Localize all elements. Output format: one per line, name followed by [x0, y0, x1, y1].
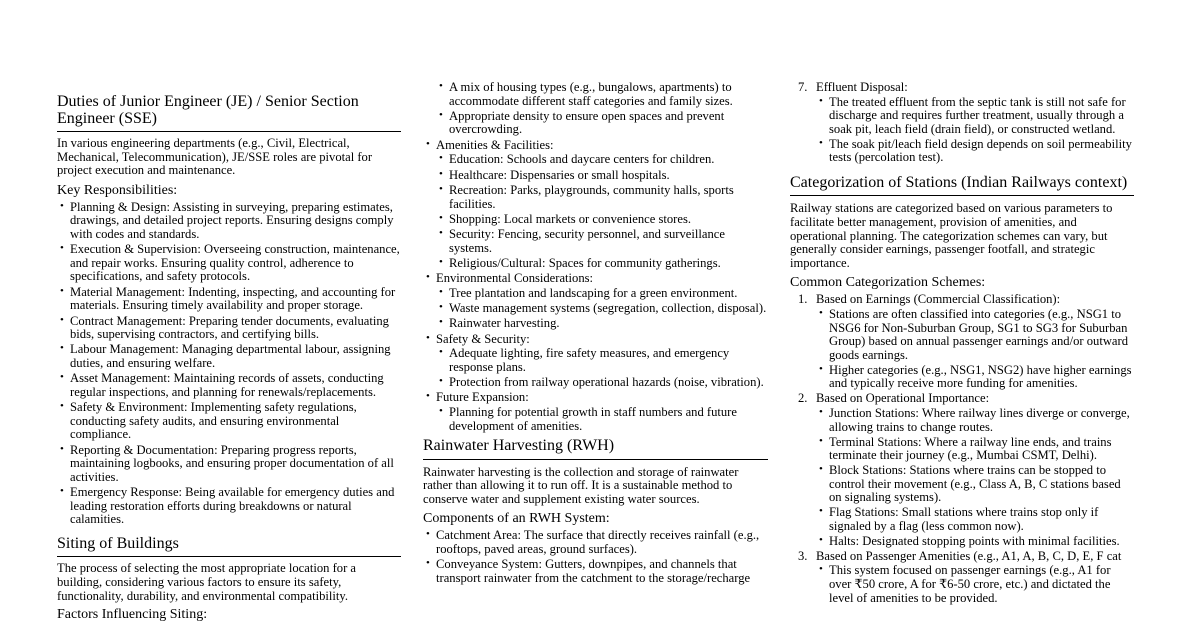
group-sub-item: • Shopping: Local markets or convenience stores.	[436, 213, 768, 227]
scheme-item	[790, 550, 1134, 605]
group-sub-item: • Protection from railway operational hazards (noise, vibration).	[436, 376, 768, 390]
effluent-list	[790, 81, 1134, 165]
schemes-heading: Common Categorization Schemes:	[790, 275, 986, 291]
column-3	[790, 0, 1134, 626]
scheme-item	[790, 392, 1134, 548]
group-label: Future Expansion:	[436, 390, 529, 405]
responsibility-item: • Emergency Response: Being available for emergency duties and leading restoration efforts during breakdowns or natural calamities.	[57, 486, 401, 527]
housing-continued	[423, 81, 768, 137]
siting-heading: Siting of Buildings	[57, 536, 401, 558]
group-label: Safety & Security:	[436, 331, 530, 346]
responsibilities-list	[57, 201, 401, 527]
group-sub-item: • Religious/Cultural: Spaces for community gatherings.	[436, 257, 768, 271]
group-sub-item: • Healthcare: Dispensaries or small hospitals.	[436, 169, 768, 183]
group-sub-item: • Education: Schools and daycare centers for children.	[436, 153, 768, 167]
housing-groups-list	[423, 139, 768, 433]
siting-factors-heading: Factors Influencing Siting:	[57, 607, 208, 623]
housing-continued-list	[436, 81, 768, 137]
group-item	[423, 139, 768, 271]
group-sub-item: • Tree plantation and landscaping for a green environment.	[436, 287, 768, 301]
scheme-sub-item: • Terminal Stations: Where a railway line ends, and trains terminate their journey (e.g., Mumbai CSMT, Delhi).	[816, 436, 1134, 463]
scheme-sub-item: • Block Stations: Stations where trains can be stopped to control their movement (e.g., Class A, B, C stations based on signaling systems).	[816, 464, 1134, 505]
rwh-component-item: • Conveyance System: Gutters, downpipes, and channels that transport rainwater from the catchment to the storage/recharge	[423, 558, 768, 585]
scheme-sub-item: • Junction Stations: Where railway lines diverge or converge, allowing trains to change routes.	[816, 407, 1134, 434]
effluent-item	[790, 81, 1134, 165]
rwh-intro: Rainwater harvesting is the collection and storage of rainwater rather than allowing it to run off. It is a sustainable method to conserve water and supplement existing water sources.	[423, 464, 739, 506]
responsibility-item: • Planning & Design: Assisting in surveying, preparing estimates, drawings, and detailed project reports. Ensuring designs comply with codes and standards.	[57, 201, 401, 242]
group-sub-item: • Security: Fencing, security personnel, and surveillance systems.	[436, 228, 768, 255]
responsibility-item: • Reporting & Documentation: Preparing progress reports, maintaining logbooks, and ensuring proper documentation of all activities.	[57, 444, 401, 485]
scheme-number: 1.	[798, 292, 808, 307]
scheme-sublist	[816, 308, 1134, 391]
housing-item: • Appropriate density to ensure open spaces and prevent overcrowding.	[436, 110, 768, 137]
scheme-sublist	[816, 564, 1134, 605]
responsibility-item: • Material Management: Indenting, inspecting, and accounting for materials. Ensuring timely availability and proper storage.	[57, 286, 401, 313]
scheme-label: Based on Earnings (Commercial Classification):	[816, 292, 1061, 307]
scheme-sub-item: • Higher categories (e.g., NSG1, NSG2) have higher earnings and typically receive more funding for amenities.	[816, 364, 1134, 391]
stations-intro: Railway stations are categorized based on various parameters to facilitate better management, provision of amenities, and operational planning. The categorization schemes can vary, but generally consider earnings, passenger footfall, and strategic importance.	[790, 201, 1113, 270]
column-2	[423, 0, 768, 626]
scheme-sub-item: • Stations are often classified into categories (e.g., NSG1 to NSG6 for Non-Suburban Group, SG1 to SG3 for Suburban Group) based on annual passenger earnings and/or outward goods earnings.	[816, 308, 1134, 362]
responsibility-item: • Safety & Environment: Implementing safety regulations, conducting safety audits, and ensuring environmental compliance.	[57, 401, 401, 442]
rwh-component-item: • Catchment Area: The surface that directly receives rainfall (e.g., rooftops, paved areas, ground surfaces).	[423, 529, 768, 556]
scheme-sub-item: • Halts: Designated stopping points with minimal facilities.	[816, 535, 1134, 549]
duties-intro: In various engineering departments (e.g., Civil, Electrical, Mechanical, Telecommunication), JE/SSE roles are pivotal for project execution and maintenance.	[57, 136, 373, 178]
scheme-number: 3.	[798, 548, 808, 563]
group-item	[423, 272, 768, 331]
responsibility-item: • Contract Management: Preparing tender documents, evaluating bids, supervising contractors, and certifying bills.	[57, 315, 401, 342]
siting-intro: The process of selecting the most appropriate location for a building, considering various factors to ensure its safety, functionality, durability, and environmental compatibility.	[57, 561, 356, 603]
schemes-list	[790, 293, 1134, 605]
scheme-sub-item: • Flag Stations: Small stations where trains stop only if signaled by a flag (less common now).	[816, 506, 1134, 533]
duties-heading: Duties of Junior Engineer (JE) / Senior Section Engineer (SSE)	[57, 94, 401, 132]
group-sublist	[436, 347, 768, 389]
rwh-heading: Rainwater Harvesting (RWH)	[423, 438, 768, 460]
group-sub-item: • Rainwater harvesting.	[436, 317, 768, 331]
group-sublist	[436, 406, 768, 433]
scheme-sub-item: • This system focused on passenger earnings (e.g., A1 for over ₹50 crore, A for ₹6-50 crore, etc.) and dictated the level of amenities to be provided.	[816, 564, 1134, 605]
effluent-sub-item: • The treated effluent from the septic tank is still not safe for discharge and requires further treatment, usually through a soak pit, leach field (drain field), or constructed wetland.	[816, 96, 1134, 137]
scheme-item	[790, 293, 1134, 391]
scheme-number: 2.	[798, 391, 808, 406]
housing-group-list	[423, 81, 768, 137]
group-item	[423, 391, 768, 433]
effluent-sub-item: • The soak pit/leach field design depends on soil permeability tests (percolation test).	[816, 138, 1134, 165]
group-sub-item: • Waste management systems (segregation, collection, disposal).	[436, 302, 768, 316]
effluent-number: 7.	[798, 80, 808, 94]
housing-item: • A mix of housing types (e.g., bungalows, apartments) to accommodate different staff categories and family sizes.	[436, 81, 768, 108]
responsibilities-heading: Key Responsibilities:	[57, 182, 178, 198]
group-sub-item: • Planning for potential growth in staff numbers and future development of amenities.	[436, 406, 768, 433]
group-sublist	[436, 153, 768, 270]
scheme-label: Based on Passenger Amenities (e.g., A1, A, B, C, D, E, F cat	[816, 548, 1122, 563]
group-sub-item: • Recreation: Parks, playgrounds, community halls, sports facilities.	[436, 184, 768, 211]
column-1	[57, 0, 401, 626]
stations-heading: Categorization of Stations (Indian Railways context)	[790, 175, 1134, 197]
group-label: Amenities & Facilities:	[436, 137, 554, 152]
rwh-components-list	[423, 529, 768, 585]
group-item	[423, 333, 768, 390]
rwh-components-heading: Components of an RWH System:	[423, 511, 610, 527]
scheme-label: Based on Operational Importance:	[816, 391, 990, 406]
group-label: Environmental Considerations:	[436, 271, 594, 286]
group-sublist	[436, 287, 768, 331]
responsibility-item: • Labour Management: Managing departmental labour, assigning duties, and ensuring welfare.	[57, 343, 401, 370]
scheme-sublist	[816, 407, 1134, 549]
group-sub-item: • Adequate lighting, fire safety measures, and emergency response plans.	[436, 347, 768, 374]
effluent-label: Effluent Disposal:	[816, 80, 908, 94]
responsibility-item: • Asset Management: Maintaining records of assets, conducting regular inspections, and planning for renewals/replacements.	[57, 372, 401, 399]
responsibility-item: • Execution & Supervision: Overseeing construction, maintenance, and repair works. Ensuring quality control, adherence to specifications, and safety protocols.	[57, 243, 401, 284]
effluent-sublist	[816, 96, 1134, 165]
